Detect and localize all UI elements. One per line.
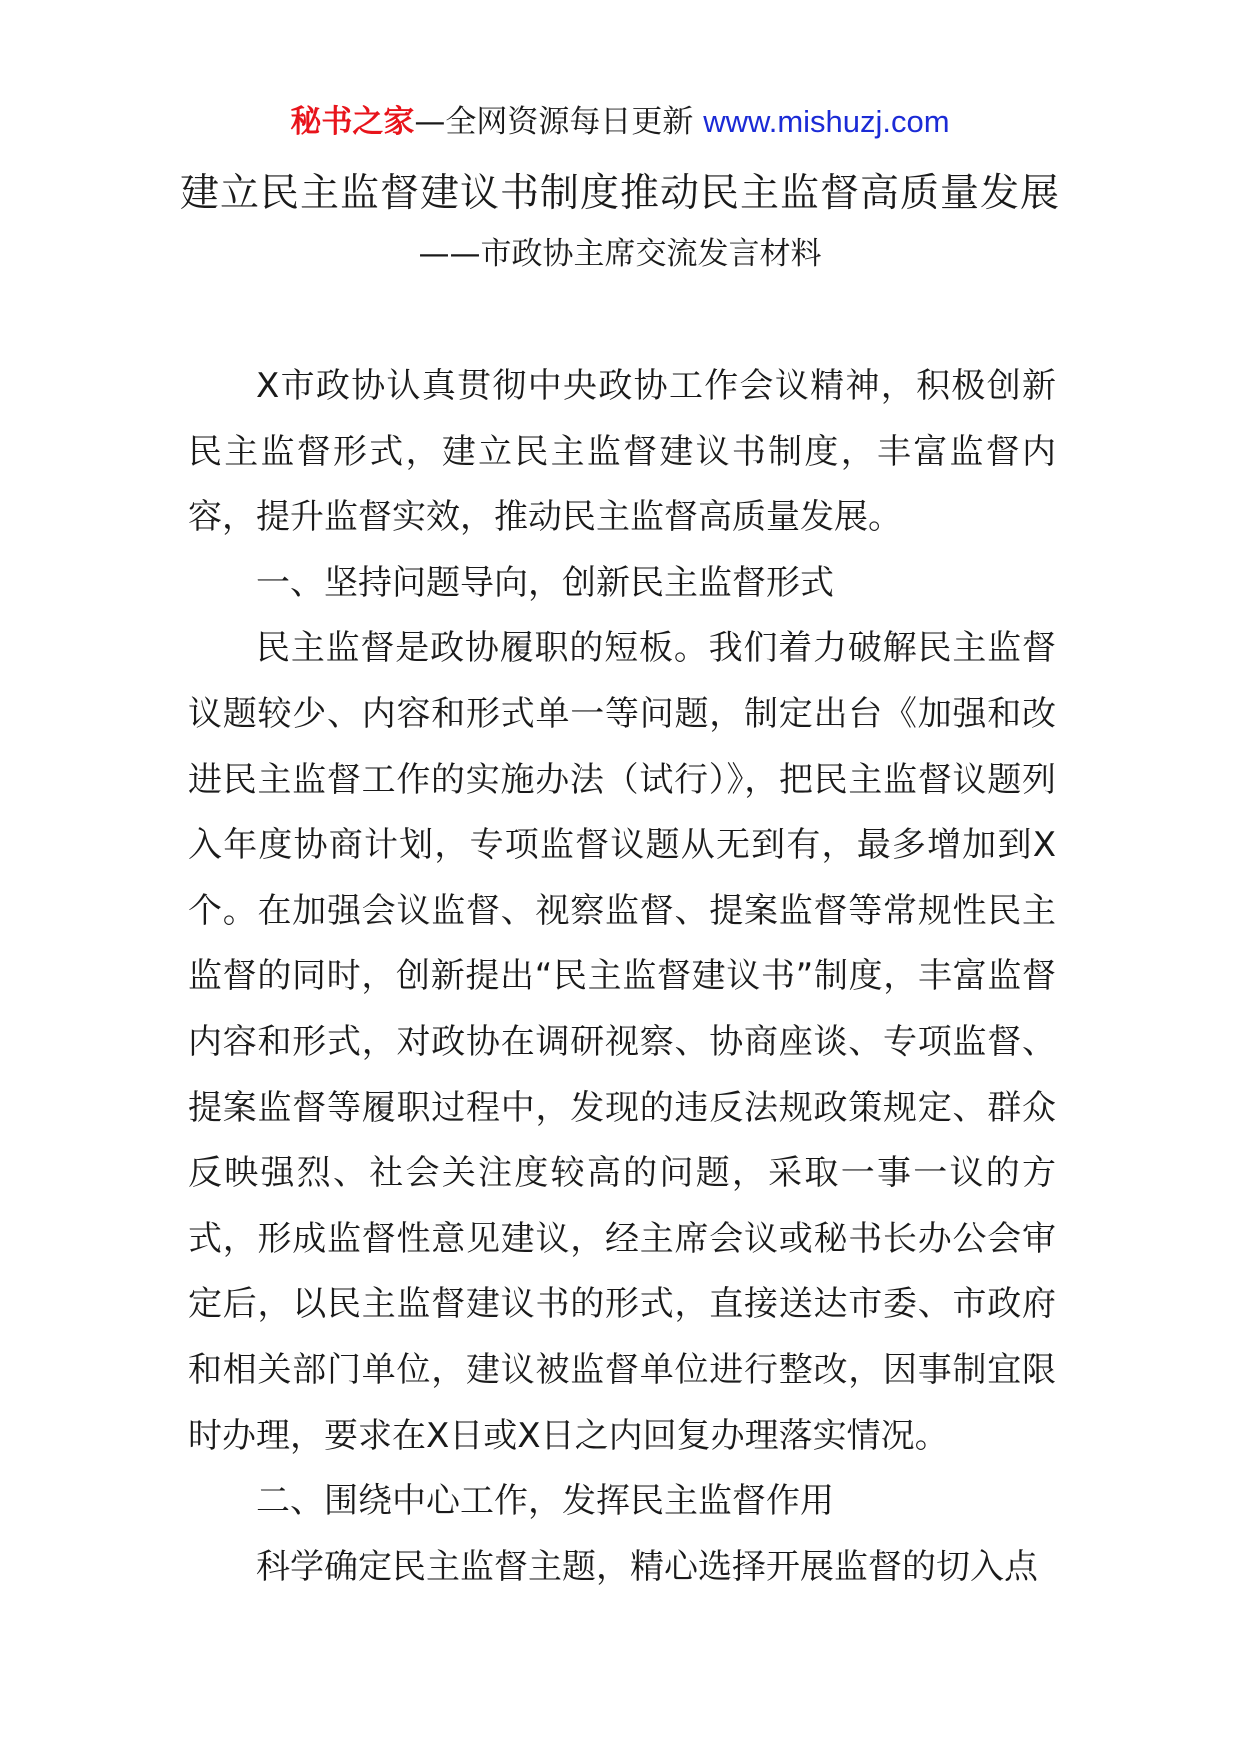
header-tagline: —全网资源每日更新 bbox=[414, 104, 694, 140]
section-heading-1: 一、坚持问题导向，创新民主监督形式 bbox=[256, 562, 834, 603]
section-heading-2: 二、围绕中心工作，发挥民主监督作用 bbox=[256, 1481, 834, 1522]
section-1-paragraph: 民主监督是政协履职的短板。我们着力破解民主监督议题较少、内容和形式单一等问题，制定出台《加强和改进民主监督工作的实施办法（试行）》，把民主监督议题列入年度协商计划，专项监督议题从无到有，最多增加到X个。在加强会议监督、视察监督、提案监督等常规性民主监督的同时，创新提出“民主监督建议书”制度，丰富监督内容和形式，对政协在调研视察、协商座谈、专项监督、提案监督等履职过程中，发现的违反法规政策规定、群众反映强烈、社会关注度较高的问题，采取一事一议的方式，形成监督性意见建议，经主席会议或秘书长办公会审定后，以民主监督建议书的形式，直接送达市委、市政府和相关部门单位，建议被监督单位进行整改，因事制宜限时办理，要求在X日或X日之内回复办理落实情况。 bbox=[188, 628, 1056, 1456]
brand-name: 秘书之家 bbox=[290, 104, 415, 140]
document-title: 建立民主监督建议书制度推动民主监督高质量发展 bbox=[179, 171, 1060, 216]
document-body bbox=[188, 354, 1056, 1600]
site-url-link[interactable]: www.mishuzj.com bbox=[703, 104, 950, 139]
document-subtitle: ——市政协主席交流发言材料 bbox=[418, 236, 822, 272]
intro-paragraph: X市政协认真贯彻中央政协工作会议精神，积极创新民主监督形式，建立民主监督建议书制度，丰富监督内容，提升监督实效，推动民主监督高质量发展。 bbox=[188, 366, 1056, 538]
section-2-paragraph: 科学确定民主监督主题，精心选择开展监督的切入点 bbox=[256, 1546, 1038, 1587]
site-header bbox=[0, 100, 1240, 144]
